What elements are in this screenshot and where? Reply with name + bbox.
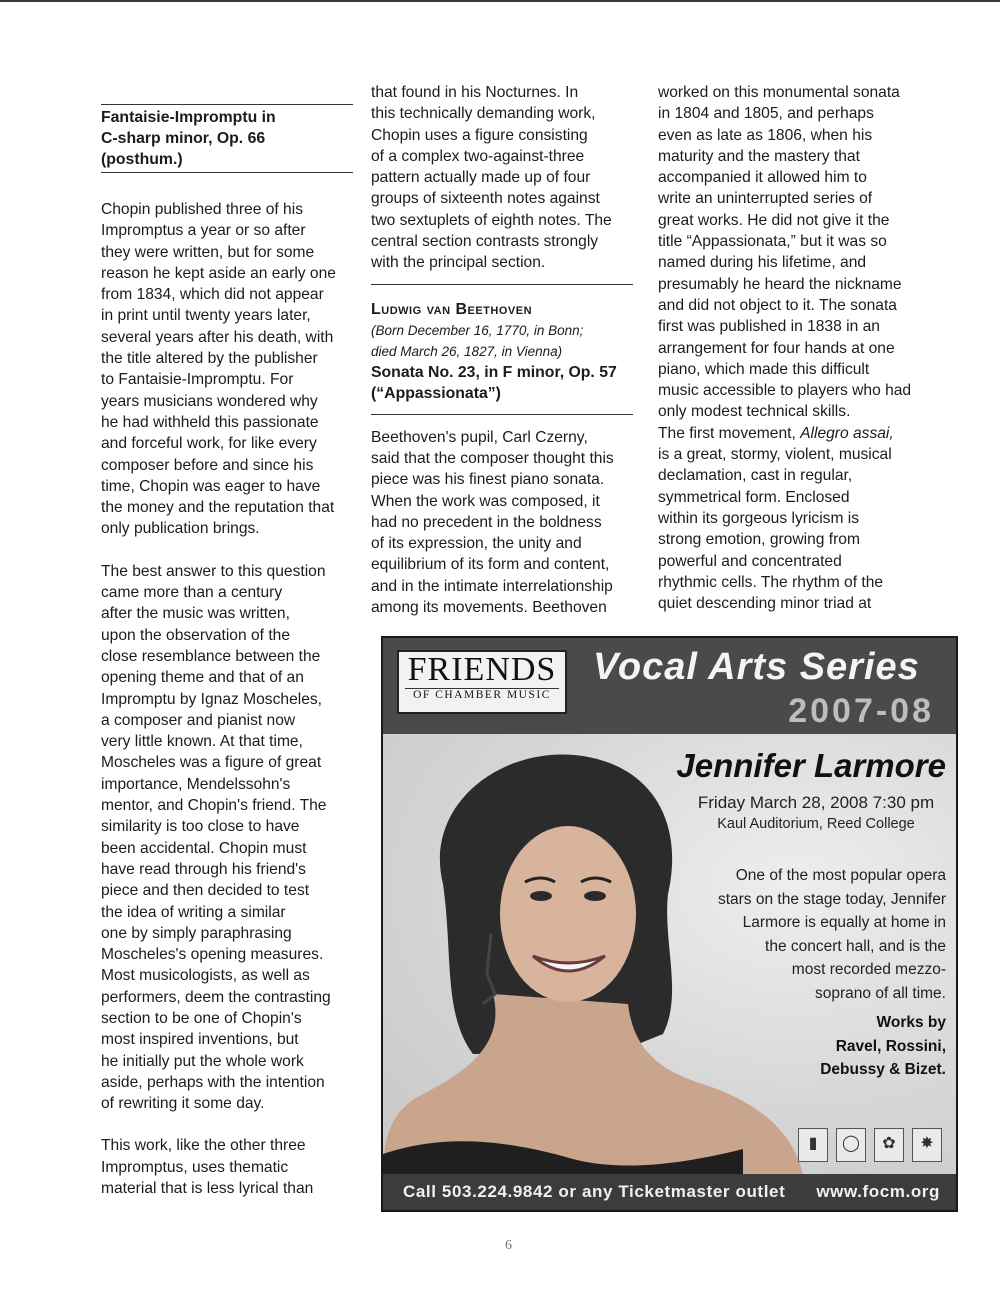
friends-of-chamber-music-logo <box>397 650 567 714</box>
ticket-phone-line: Call 503.224.9842 or any Ticketmaster outlet <box>403 1182 786 1201</box>
concert-date-time: Friday March 28, 2008 7:30 pm <box>697 793 935 812</box>
logo-main-text: FRIENDS <box>407 651 557 688</box>
bar-chart-icon: ▮ <box>798 1128 828 1162</box>
concert-advertisement <box>381 636 958 1212</box>
composer-dates: (Born December 16, 1770, in Bonn; died March 26, 1827, in Vienna) <box>371 322 584 359</box>
paragraph: The best answer to this question came more than a century after the music was written, upon the observation of the close resemblance between the opening theme and that of an Impromptu by Ignaz Moscheles, a composer and pianist now very little known. At that time, Moscheles was a figure of great importance, Mendelssohn's mentor, and Chopin's friend. The similarity is too close to have been accidental. Chopin must have read through his friend's piece and then decided to test the idea of writing a similar one by simply paraphrasing Moscheles's opening measures. Most musicologists, as well as performers, deem the contrasting section to be one of Chopin's most inspired inventions, but he initially put the whole work aside, perhaps with the intention of rewriting it some day. <box>101 562 331 1113</box>
column-2 <box>371 82 633 618</box>
website-url: www.focm.org <box>816 1182 940 1201</box>
column-1 <box>101 104 353 1199</box>
section-heading-fantaisie-impromptu: Fantaisie-Impromptu in C-sharp minor, Op. 66 (posthum.) <box>101 105 353 173</box>
paragraph: that found in his Nocturnes. In this technically demanding work, Chopin uses a figure consisting of a complex two-against-three pattern actually made up of four groups of sixteenth notes against two sextuplets of eighth notes. The central section contrasts strongly with the principal section. <box>371 84 612 272</box>
page-number: 6 <box>505 1238 512 1253</box>
paragraph <box>658 423 948 615</box>
performer-description: One of the most popular opera stars on the stage today, Jennifer Larmore is equally at home in the concert hall, and is the most recorded mezzo- soprano of all time. <box>717 867 946 1002</box>
program-composers: Works by Ravel, Rossini, Debussy & Bizet. <box>820 1014 946 1078</box>
section-rule <box>371 284 633 285</box>
circle-logo-icon: ◯ <box>836 1128 866 1162</box>
season-year: 2007-08 <box>788 692 934 730</box>
series-title: Vocal Arts Series <box>593 646 920 688</box>
work-title: Sonata No. 23, in F minor, Op. 57 (“Appassionata”) <box>371 362 633 415</box>
column-3 <box>658 82 948 614</box>
tempo-marking: Allegro assai, <box>800 424 894 442</box>
paragraph-intro: The first movement, <box>658 424 801 442</box>
paragraph: worked on this monumental sonata in 1804 and 1805, and perhaps even as late as 1806, when his maturity and the mastery that accompanied it allowed him to write an uninterrupted series of great works. He did not give it the title “Appassionata,” but it was so named during his lifetime, and presumably he heard the nickname and did not object to it. The sonata first was published in 1838 in an arrangement for four hands at one piano, which made this difficult music accessible to players who had only modest technical skills. <box>658 84 912 421</box>
composer-name: Ludwig van Beethoven <box>371 300 533 318</box>
ad-header-band <box>383 638 956 736</box>
paragraph-rest: is a great, stormy, violent, musical declamation, cast in regular, symmetrical form. Enclosed within its gorgeous lyricism is strong emotion, growing from powerful and concentrated rhythmic cells. The rhythm of the quiet descending minor triad at <box>658 446 892 613</box>
page-top-edge <box>0 0 1000 2</box>
ad-details <box>646 746 946 1082</box>
concert-venue: Kaul Auditorium, Reed College <box>717 816 915 832</box>
leaf-logo-icon: ✿ <box>874 1128 904 1162</box>
logo-sub-text: OF CHAMBER MUSIC <box>405 688 559 701</box>
ad-footer-band <box>383 1174 956 1210</box>
sponsor-logos <box>798 1128 942 1162</box>
star-logo-icon: ✸ <box>912 1128 942 1162</box>
paragraph: Chopin published three of his Impromptus a year or so after they were written, but for some reason he kept aside an early one from 1834, which did not appear in print until twenty years later, several years after his death, with the title altered by the publisher to Fantaisie-Impromptu. For years musicians wondered why he had withheld this passionate and forceful work, for like every composer before and since his time, Chopin was eager to have the money and the reputation that only publication brings. <box>101 201 336 538</box>
performer-name: Jennifer Larmore <box>676 747 946 784</box>
paragraph: This work, like the other three Impromptus, uses thematic material that is less lyrical than <box>101 1137 314 1198</box>
paragraph: Beethoven's pupil, Carl Czerny, said that the composer thought this piece was his finest piano sonata. When the work was composed, it had no precedent in the boldness of its expression, the unity and equilibrium of its form and content, and in the intimate interrelationship among its movements. Beethoven <box>371 428 614 617</box>
